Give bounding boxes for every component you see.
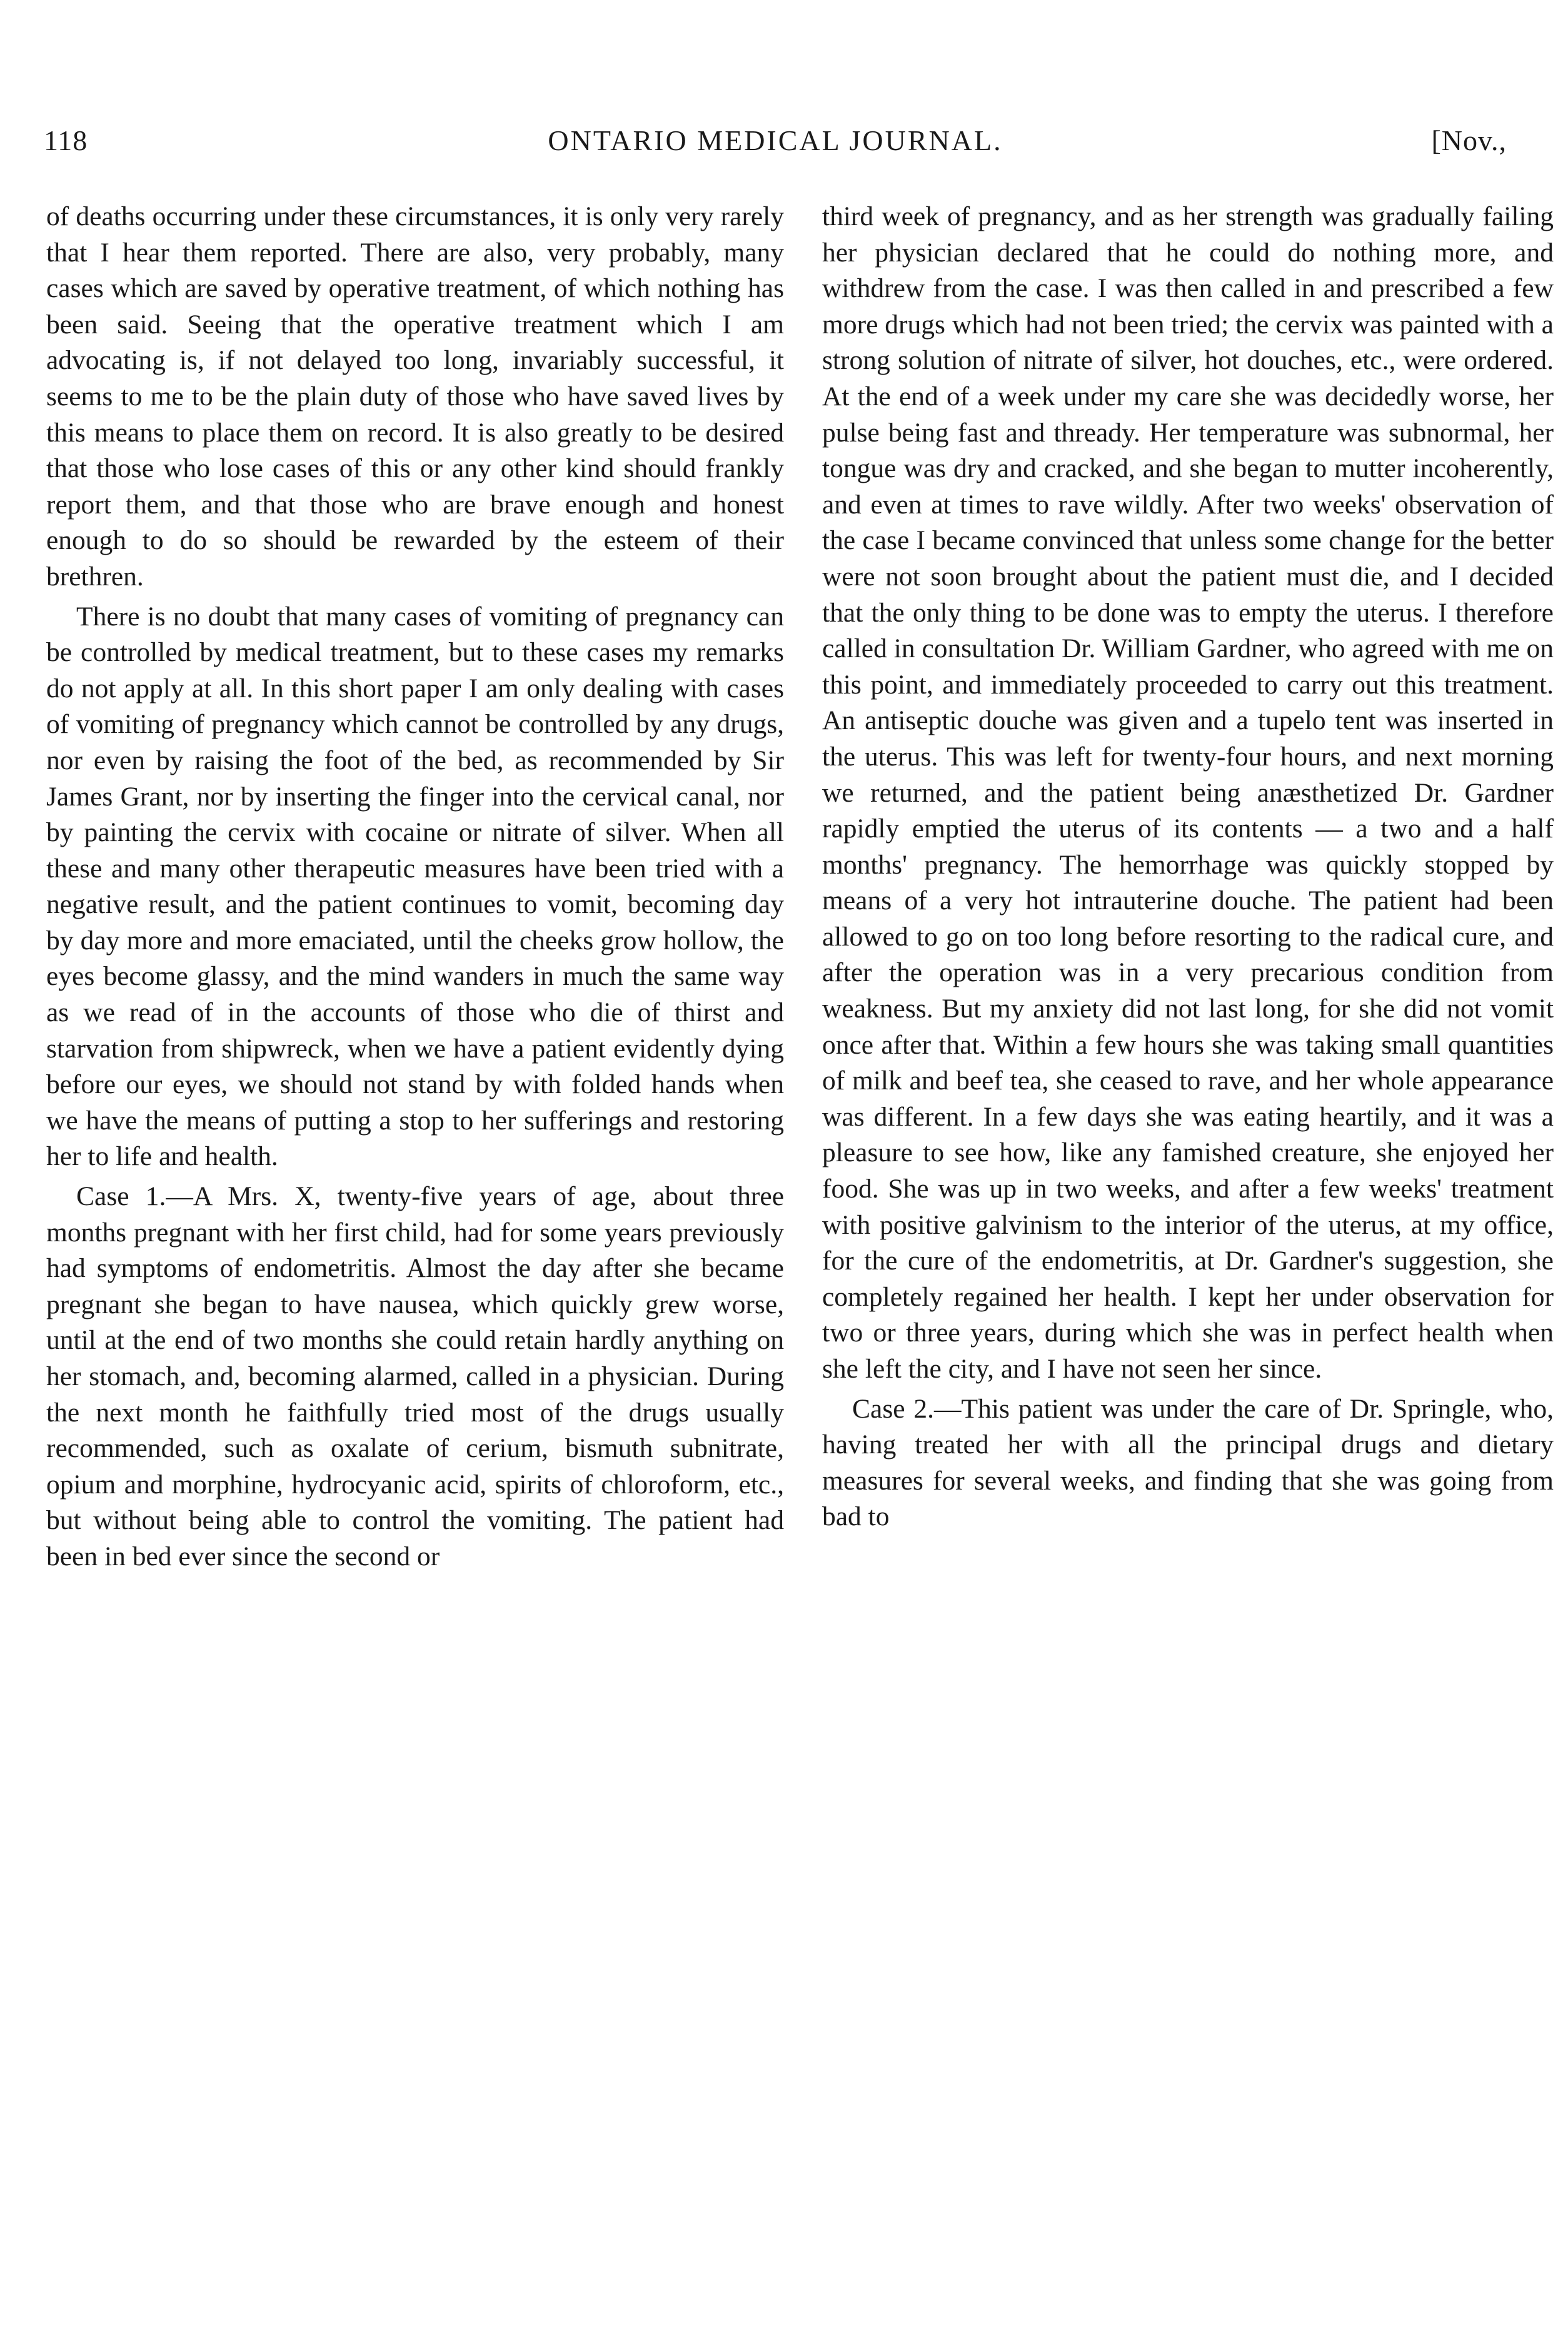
running-header (44, 124, 1507, 161)
paragraph: Case 2.—This patient was under the care of Dr. Springle, who, having treated her with all the principal drugs and dietary measures for several weeks, and finding that she was going from bad to (822, 1393, 1554, 1532)
page-number: 118 (44, 124, 88, 156)
left-column (46, 199, 784, 1575)
journal-title: ONTARIO MEDICAL JOURNAL. (548, 124, 1003, 156)
issue-month: [Nov., (1431, 124, 1507, 156)
paragraph: Case 1.—A Mrs. X, twenty-five years of age, about three months pregnant with her first child, had for some years previously had symptoms of endometritis. Almost the day after she became pregnant she began to have nausea, which quickly grew worse, until at the end of two months she could retain hardly anything on her stomach, and, becoming alarmed, called in a physician. During the next month he faithfully tried most of the drugs usually recommended, such as oxalate of cerium, bismuth subnitrate, opium and morphine, hydrocyanic acid, spirits of chloroform, etc., but without being able to control the vomiting. The patient had been in bed ever since the second or (46, 1181, 784, 1571)
paragraph: third week of pregnancy, and as her strength was gradually failing her physician declared that he could do nothing more, and withdrew from the case. I was then called in and prescribed a few more drugs which had not been tried; the cervix was painted with a strong solution of nitrate of silver, hot douches, etc., were ordered. At the end of a week under my care she was decidedly worse, her pulse being fast and thready. Her temperature was subnormal, her tongue was dry and cracked, and she began to mutter incoherently, and even at times to rave wildly. After two weeks' observation of the case I became convinced that unless some change for the better were not soon brought about the patient must die, and I decided that the only thing to be done was to empty the uterus. I therefore called in consultation Dr. William Gardner, who agreed with me on this point, and immediately proceeded to carry out this treatment. An antiseptic douche was given and a tupelo tent was inserted in the uterus. This was left for twenty-four hours, and next morning we returned, and the patient being anæsthetized Dr. Gardner rapidly emptied the uterus of its contents — a two and a half months' pregnancy. The hemorrhage was quickly stopped by means of a very hot intrauterine douche. The patient had been allowed to go on too long before resorting to the radical cure, and after the operation was in a very precarious condition from weakness. But my anxiety did not last long, for she did not vomit once after that. Within a few hours she was taking small quantities of milk and beef tea, she ceased to rave, and her whole appearance was different. In a few days she was eating heartily, and it was a pleasure to see how, like any famished creature, she enjoyed her food. She was up in two weeks, and after a few weeks' treatment with positive galvinism to the interior of the uterus, at my office, for the cure of the endometritis, at Dr. Gardner's suggestion, she completely regained her health. I kept her under observation for two or three years, during which she was in perfect health when she left the city, and I have not seen her since. (822, 201, 1554, 1384)
right-column (822, 199, 1554, 1535)
paragraph: There is no doubt that many cases of vomiting of pregnancy can be controlled by medical treatment, but to these cases my remarks do not apply at all. In this short paper I am only dealing with cases of vomiting of pregnancy which cannot be controlled by any drugs, nor even by raising the foot of the bed, as recommended by Sir James Grant, nor by inserting the finger into the cervical canal, nor by painting the cervix with cocaine or nitrate of silver. When all these and many other therapeutic measures have been tried with a negative result, and the patient continues to vomit, becoming day by day more and more emaciated, until the cheeks grow hollow, the eyes become glassy, and the mind wanders in much the same way as we read of in the accounts of those who die of thirst and starvation from shipwreck, when we have a patient evidently dying before our eyes, we should not stand by with folded hands when we have the means of putting a stop to her sufferings and restoring her to life and health. (46, 601, 784, 1172)
paragraph: of deaths occurring under these circumstances, it is only very rarely that I hear them reported. There are also, very probably, many cases which are saved by operative treatment, of which nothing has been said. Seeing that the operative treatment which I am advocating is, if not delayed too long, invariably successful, it seems to me to be the plain duty of those who have saved lives by this means to place them on record. It is also greatly to be desired that those who lose cases of this or any other kind should frankly report them, and that those who are brave enough and honest enough to do so should be rewarded by the esteem of their brethren. (46, 201, 784, 592)
